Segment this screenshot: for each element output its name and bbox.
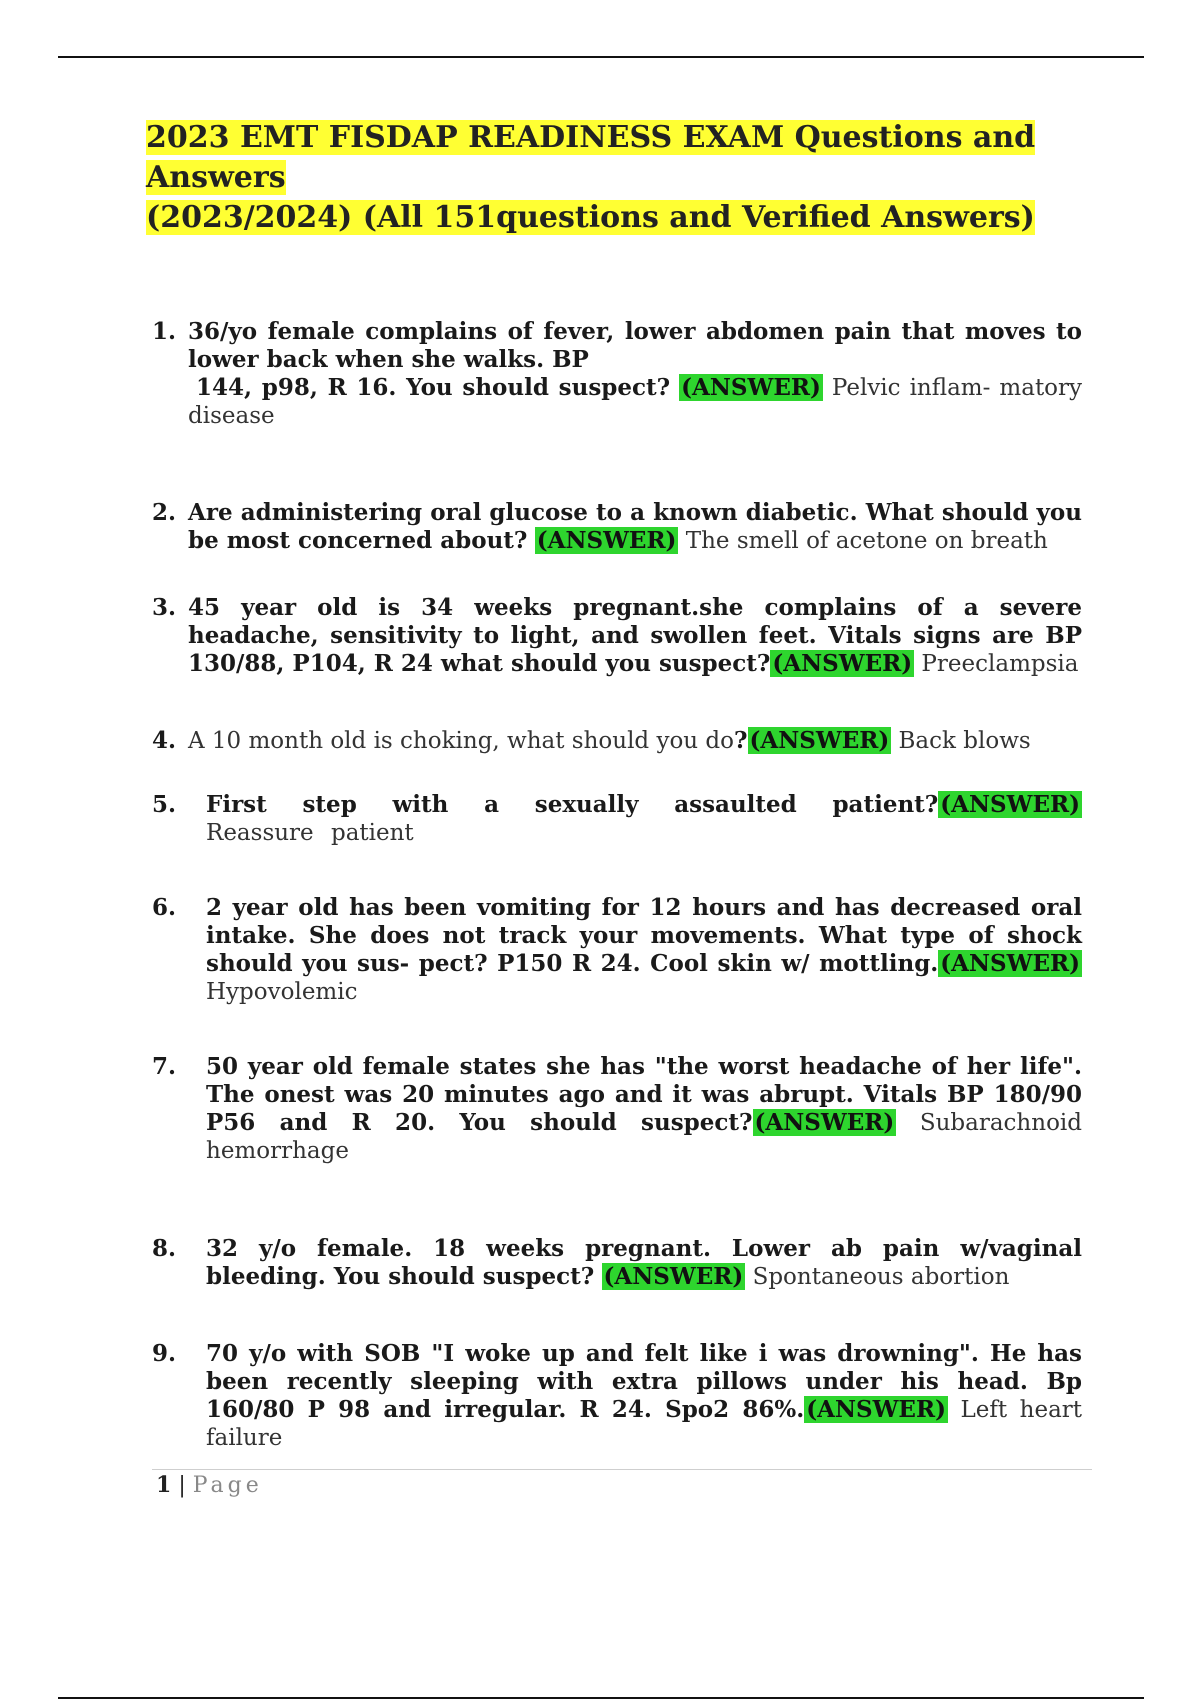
answer-text: Preeclampsia xyxy=(921,651,1079,677)
page-footer xyxy=(156,1472,263,1498)
answer-tag: (ANSWER) xyxy=(749,727,890,754)
question-item xyxy=(152,318,1082,430)
answer-tag: (ANSWER) xyxy=(772,650,913,677)
question-number: 2. xyxy=(152,499,177,526)
answer-text: The smell of acetone on breath xyxy=(685,528,1048,554)
question-number: 5. xyxy=(152,791,177,818)
answer-text: Pelvic inflam- matory disease xyxy=(188,375,1083,429)
footer-separator: | xyxy=(178,1473,186,1498)
question-number: 9. xyxy=(152,1340,177,1367)
question-item xyxy=(152,1340,1082,1452)
answer-tag: (ANSWER) xyxy=(536,527,677,554)
question-number: 4. xyxy=(152,727,177,754)
question-text: Are administering oral glucose to a known diabetic. What should you be most concerned about? xyxy=(188,499,1082,554)
question-item xyxy=(152,499,1082,555)
title-line-2: Answers xyxy=(146,160,286,195)
question-text: 32 y/o female. 18 weeks pregnant. Lower ab pain w/vaginal bleeding. You should suspect? xyxy=(206,1235,1082,1290)
answer-text: Subarachnoid hemorrhage xyxy=(206,1110,1082,1164)
question-item xyxy=(152,1235,1082,1291)
question-number: 8. xyxy=(152,1235,177,1262)
question-text: First step with a sexually assaulted patient? xyxy=(206,791,939,818)
answer-text: Back blows xyxy=(898,728,1031,754)
bottom-rule xyxy=(58,1697,1144,1699)
question-item xyxy=(152,791,1082,847)
question-item xyxy=(152,594,1082,678)
question-text: 45 year old is 34 weeks pregnant.she complains of a severe headache, sensitivity to light, and swollen feet. Vitals signs are BP 130/88, P104, R 24 what should you suspect? xyxy=(188,594,1082,677)
answer-text: Spontaneous abortion xyxy=(752,1264,1010,1290)
answer-tag: (ANSWER) xyxy=(754,1109,895,1136)
answer-tag: (ANSWER) xyxy=(603,1263,744,1290)
question-mark: ? xyxy=(734,727,748,754)
answer-tag: (ANSWER) xyxy=(940,791,1080,818)
answer-text: Left heart failure xyxy=(206,1397,1083,1451)
question-number: 3. xyxy=(152,594,177,621)
answer-tag: (ANSWER) xyxy=(940,950,1080,977)
answer-text: Hypovolemic xyxy=(206,979,358,1005)
question-number: 1. xyxy=(152,318,177,345)
question-text: A 10 month old is choking, what should you do xyxy=(188,728,735,754)
question-item xyxy=(152,1053,1082,1165)
question-item xyxy=(152,894,1082,1006)
footer-divider xyxy=(152,1469,1092,1470)
question-text: 70 y/o with SOB "I woke up and felt like i was drowning". He has been recently sleeping with extra pillows under his head. Bp 160/80 P 98 and irregular. R 24. Spo2 86%. xyxy=(206,1340,1082,1423)
title-line-1: 2023 EMT FISDAP READINESS EXAM Questions and xyxy=(146,120,1036,155)
title-line-3: (2023/2024) (All 151questions and Verified Answers) xyxy=(146,200,1035,235)
page-label: Page xyxy=(192,1473,263,1498)
answer-text: Reassure patient xyxy=(206,820,414,846)
question-text-cont: 144, p98, R 16. You should suspect? xyxy=(196,374,671,401)
question-text: 50 year old female states she has "the worst headache of her life". The onest was 20 minutes ago and it was abrupt. Vitals BP 180/90 P56 and R 20. You should suspect? xyxy=(206,1053,1082,1136)
document-title xyxy=(146,118,1066,238)
question-item xyxy=(152,727,1082,755)
answer-tag: (ANSWER) xyxy=(681,374,821,401)
top-rule xyxy=(58,56,1144,58)
answer-tag: (ANSWER) xyxy=(806,1396,946,1423)
question-text: 36/yo female complains of fever, lower abdomen pain that moves to lower back when she walks. BP xyxy=(188,318,1082,373)
question-number: 7. xyxy=(152,1053,177,1080)
page-number: 1 xyxy=(156,1472,172,1498)
question-number: 6. xyxy=(152,894,177,921)
question-text: 2 year old has been vomiting for 12 hours and has decreased oral intake. She does not track your movements. What type of shock should you sus- pect? P150 R 24. Cool skin w/ mottling. xyxy=(206,894,1082,977)
